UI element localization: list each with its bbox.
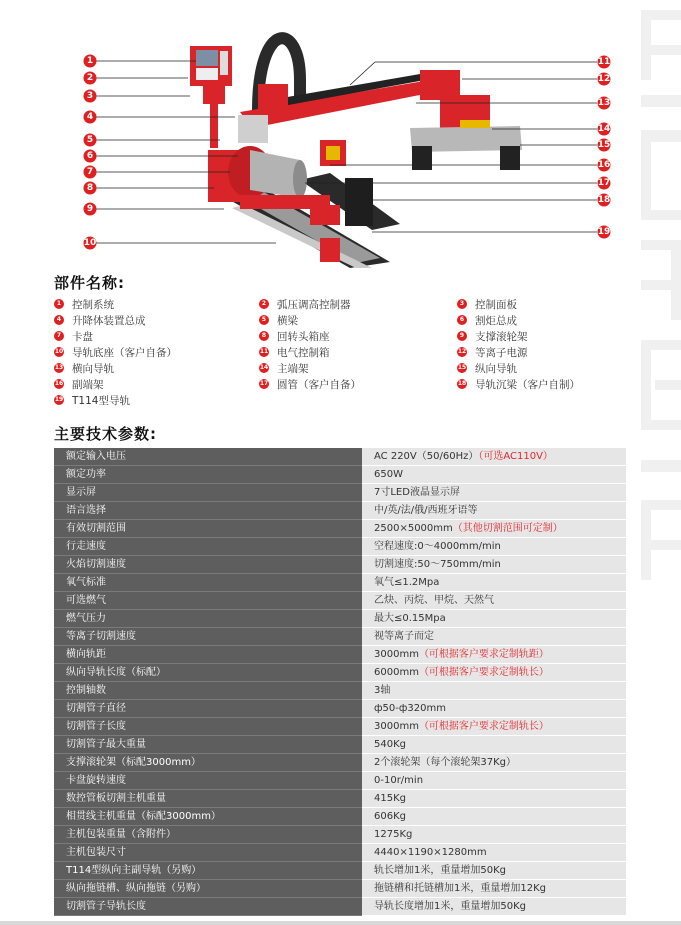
callout-16-icon (598, 159, 611, 172)
spec-value: 导轨长度增加1米，重量增加50Kg (362, 898, 626, 916)
part-number-badge: 12 (457, 348, 467, 355)
spec-value: 2500×5000mm（其他切割范围可定制） (362, 520, 626, 538)
callout-4-icon (84, 111, 97, 124)
part-item (259, 345, 330, 361)
spec-note: （可根据客户要求定制轨长） (418, 721, 549, 732)
part-label: 控制面板 (475, 299, 517, 311)
svg-text:9: 9 (86, 204, 94, 214)
spec-key: 数控管板切割主机重量 (54, 790, 362, 808)
part-number-badge: 2 (259, 299, 269, 309)
svg-text:12: 12 (597, 74, 611, 84)
part-label: 等离子电源 (475, 347, 528, 359)
table-row (54, 610, 626, 628)
spec-value: 415Kg (362, 790, 626, 808)
spec-value: 2个滚轮架（每个滚轮架37Kg） (362, 754, 626, 772)
part-number-badge: 1 (54, 299, 64, 309)
spec-key: 额定输入电压 (54, 448, 362, 466)
svg-text:17: 17 (597, 178, 611, 188)
table-row (54, 862, 626, 880)
spec-note: （可根据客户要求定制轨距） (418, 649, 549, 660)
spec-note: （可选AC110V） (478, 451, 553, 462)
spec-key: 有效切割范围 (54, 520, 362, 538)
table-row (54, 592, 626, 610)
part-item (457, 329, 528, 345)
part-item (54, 393, 130, 409)
table-row (54, 898, 626, 916)
table-row (54, 484, 626, 502)
spec-key: 切割管子最大重量 (54, 736, 362, 754)
svg-text:16: 16 (597, 160, 611, 170)
table-row (54, 538, 626, 556)
part-label: 升降体装置总成 (72, 315, 146, 327)
spec-key: 控制轴数 (54, 682, 362, 700)
callout-9-icon (84, 203, 97, 216)
spec-value: 最大≤0.15Mpa (362, 610, 626, 628)
spec-key: 主机包装重量（含附件） (54, 826, 362, 844)
part-item (457, 297, 517, 313)
table-row (54, 448, 626, 466)
spec-value: 3轴 (362, 682, 626, 700)
table-row (54, 844, 626, 862)
spec-key: 额定功率 (54, 466, 362, 484)
spec-value: 606Kg (362, 808, 626, 826)
table-row (54, 664, 626, 682)
spec-value: 4440×1190×1280mm (362, 844, 626, 862)
part-label: 纵向导轨 (475, 363, 517, 375)
part-item (259, 313, 298, 329)
part-item (54, 361, 114, 377)
svg-text:7: 7 (86, 167, 94, 177)
spec-key: 相贯线主机重量（标配3000mm） (54, 808, 362, 826)
part-item (457, 361, 517, 377)
spec-key: 氧气标准 (54, 574, 362, 592)
svg-text:4: 4 (86, 112, 94, 122)
spec-value: 6000mm（可根据客户要求定制轨长） (362, 664, 626, 682)
spec-title: 主要技术参数: (54, 425, 157, 443)
svg-text:2: 2 (86, 73, 94, 83)
spec-value: 3000mm（可根据客户要求定制轨长） (362, 718, 626, 736)
spec-value: AC 220V（50/60Hz）（可选AC110V） (362, 448, 626, 466)
part-item (54, 313, 146, 329)
svg-text:8: 8 (86, 183, 94, 193)
spec-value: 0-10r/min (362, 772, 626, 790)
spec-value: 轨长增加1米，重量增加50Kg (362, 862, 626, 880)
part-number-badge: 4 (54, 315, 64, 325)
table-row (54, 718, 626, 736)
table-row (54, 736, 626, 754)
part-label: 副端架 (72, 379, 104, 391)
part-label: T114型导轨 (72, 395, 130, 407)
table-row (54, 682, 626, 700)
spec-value: 视等离子而定 (362, 628, 626, 646)
spec-value: 拖链槽和托链槽加1米，重量增加12Kg (362, 880, 626, 898)
part-number-badge: 5 (259, 315, 269, 325)
spec-table (54, 448, 626, 916)
table-row (54, 520, 626, 538)
callout-7-icon (84, 166, 97, 179)
spec-value: 7寸LED液晶显示屏 (362, 484, 626, 502)
callout-19-icon (598, 226, 611, 239)
callout-8-icon (84, 182, 97, 195)
table-row (54, 826, 626, 844)
spec-value: 1275Kg (362, 826, 626, 844)
part-item (457, 345, 528, 361)
part-label: 导轨沉梁（客户自制） (475, 379, 580, 391)
spec-value: 540Kg (362, 736, 626, 754)
part-number-badge: 11 (259, 348, 269, 355)
part-item (259, 329, 330, 345)
svg-text:1: 1 (86, 56, 94, 66)
spec-key: 火焰切割速度 (54, 556, 362, 574)
part-label: 割炬总成 (475, 315, 517, 327)
svg-text:13: 13 (597, 98, 611, 108)
spec-key: 切割管子导轨长度 (54, 898, 362, 916)
spec-key: 语言选择 (54, 502, 362, 520)
spec-value: 氧气≤1.2Mpa (362, 574, 626, 592)
callout-13-icon (598, 97, 611, 110)
spec-value: 空程速度:0～4000mm/min (362, 538, 626, 556)
part-number-badge: 17 (259, 380, 269, 387)
spec-key: 纵向拖链槽、纵向拖链（另购） (54, 880, 362, 898)
machine-illustration (0, 0, 681, 270)
part-label: 导轨底座（客户自备） (72, 347, 177, 359)
spec-key: 显示屏 (54, 484, 362, 502)
callout-1-icon (84, 55, 97, 68)
parts-title: 部件名称: (54, 274, 125, 292)
table-row (54, 790, 626, 808)
part-item (259, 361, 309, 377)
part-number-badge: 9 (457, 331, 467, 341)
part-number-badge: 15 (457, 364, 467, 371)
spec-value: ф50-ф320mm (362, 700, 626, 718)
part-number-badge: 10 (54, 348, 64, 355)
part-item (54, 329, 93, 345)
callout-18-icon (598, 194, 611, 207)
table-row (54, 772, 626, 790)
spec-key: 卡盘旋转速度 (54, 772, 362, 790)
part-label: 横梁 (277, 315, 298, 327)
spec-key: T114型纵向主副导轨（另购） (54, 862, 362, 880)
table-row (54, 754, 626, 772)
part-label: 卡盘 (72, 331, 93, 343)
svg-text:5: 5 (86, 135, 94, 145)
part-number-badge: 19 (54, 396, 64, 403)
spec-key: 纵向导轨长度（标配） (54, 664, 362, 682)
spec-key: 等离子切割速度 (54, 628, 362, 646)
end-frame-graphic (410, 70, 522, 170)
table-row (54, 700, 626, 718)
table-row (54, 628, 626, 646)
part-number-badge: 7 (54, 331, 64, 341)
part-label: 横向导轨 (72, 363, 114, 375)
part-item (54, 377, 104, 393)
spec-note: （可根据客户要求定制轨长） (418, 667, 549, 678)
spec-note: （其他切割范围可定制） (452, 523, 563, 534)
spec-value: 中/英/法/俄/西班牙语等 (362, 502, 626, 520)
part-label: 弧压调高控制器 (277, 299, 351, 311)
callout-5-icon (84, 134, 97, 147)
callout-3-icon (84, 90, 97, 103)
svg-text:14: 14 (597, 124, 611, 134)
table-row (54, 466, 626, 484)
callout-6-icon (84, 150, 97, 163)
part-number-badge: 18 (457, 380, 467, 387)
spec-key: 切割管子直径 (54, 700, 362, 718)
part-label: 支撑滚轮架 (475, 331, 528, 343)
spec-key: 横向轨距 (54, 646, 362, 664)
part-label: 电气控制箱 (277, 347, 330, 359)
part-number-badge: 16 (54, 380, 64, 387)
spec-value: 切割速度:50～750mm/min (362, 556, 626, 574)
spec-key: 可选燃气 (54, 592, 362, 610)
spec-key: 行走速度 (54, 538, 362, 556)
table-row (54, 646, 626, 664)
table-row (54, 808, 626, 826)
part-number-badge: 6 (457, 315, 467, 325)
spec-key: 切割管子长度 (54, 718, 362, 736)
callout-10-icon (84, 237, 97, 250)
svg-text:19: 19 (597, 227, 611, 237)
part-item (457, 313, 517, 329)
spec-key: 燃气压力 (54, 610, 362, 628)
part-number-badge: 13 (54, 364, 64, 371)
svg-text:6: 6 (86, 151, 94, 161)
part-number-badge: 8 (259, 331, 269, 341)
part-item (457, 377, 580, 393)
part-item (54, 297, 114, 313)
callout-15-icon (598, 139, 611, 152)
callout-17-icon (598, 177, 611, 190)
spec-key: 主机包装尺寸 (54, 844, 362, 862)
part-label: 回转头箱座 (277, 331, 330, 343)
page-bottom-divider (0, 921, 681, 925)
spec-value: 650W (362, 466, 626, 484)
svg-text:10: 10 (83, 238, 97, 248)
part-number-badge: 3 (457, 299, 467, 309)
spec-value: 3000mm（可根据客户要求定制轨距） (362, 646, 626, 664)
callout-11-icon (598, 56, 611, 69)
callout-14-icon (598, 123, 611, 136)
svg-text:3: 3 (86, 91, 94, 101)
callout-12-icon (598, 73, 611, 86)
part-item (54, 345, 177, 361)
part-item (259, 297, 351, 313)
svg-text:18: 18 (597, 195, 611, 205)
svg-text:11: 11 (597, 57, 611, 67)
part-number-badge: 14 (259, 364, 269, 371)
part-label: 圆管（客户自备） (277, 379, 361, 391)
table-row (54, 880, 626, 898)
svg-text:15: 15 (597, 140, 611, 150)
spec-value: 乙炔、丙烷、甲烷、天然气 (362, 592, 626, 610)
callout-2-icon (84, 72, 97, 85)
part-item (259, 377, 361, 393)
table-row (54, 556, 626, 574)
table-row (54, 502, 626, 520)
part-label: 主端架 (277, 363, 309, 375)
table-row (54, 574, 626, 592)
spec-key: 支撑滚轮架（标配3000mm） (54, 754, 362, 772)
part-label: 控制系统 (72, 299, 114, 311)
control-panel-graphic (190, 46, 232, 148)
